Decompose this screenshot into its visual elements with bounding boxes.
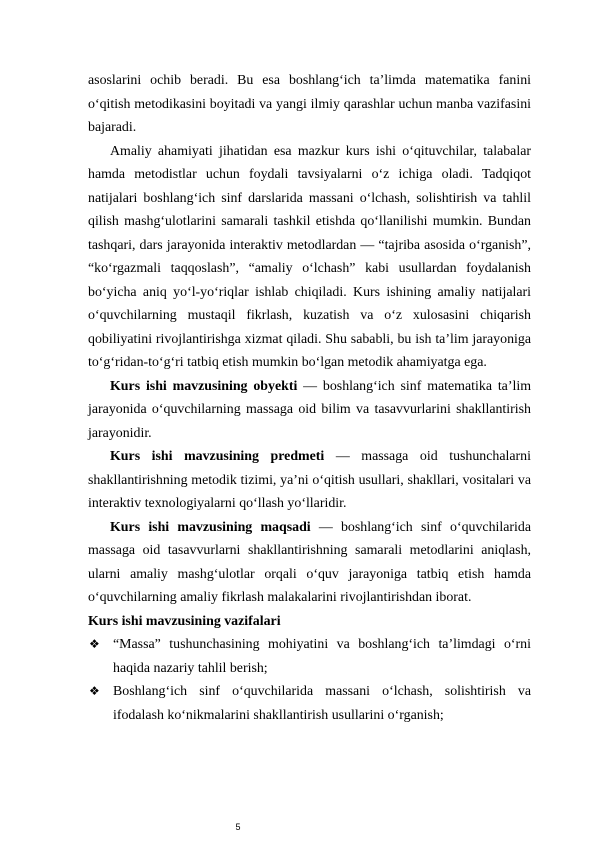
paragraph-goal bbox=[88, 516, 531, 610]
page-number: 5 bbox=[235, 822, 241, 832]
object-label: Kurs ishi mavzusining obyekti bbox=[110, 378, 298, 394]
paragraph-object bbox=[88, 375, 531, 446]
task-item-text: Boshlang‘ich sinf o‘quvchilarida massani o‘lchash, solishtirish va ifodalash ko‘nikmalarini shakllantirish usullarini o‘rganish; bbox=[113, 684, 531, 723]
diamond-bullet-icon: ❖ bbox=[89, 637, 100, 651]
task-item bbox=[88, 680, 531, 727]
paragraph-subject bbox=[88, 445, 531, 516]
goal-text: — boshlang‘ich sinf o‘quvchilarida massaga oid tasavvurlarni shakllantirishning samarali metodlarini aniqlash, ularni amaliy mashg‘ulotlar orqali o‘quv jarayoniga tatbiq etish hamda o‘quvchilarning amaliy fikrlash malakalarini rivojlantirishdan iborat. bbox=[88, 519, 531, 605]
goal-label: Kurs ishi mavzusining maqsadi bbox=[110, 519, 311, 535]
subject-label: Kurs ishi mavzusining predmeti bbox=[110, 449, 325, 464]
diamond-bullet-icon: ❖ bbox=[89, 684, 100, 698]
paragraph-intro: asoslarini ochib beradi. Bu esa boshlang‘ich ta’limda matematika fanini o‘qitish metodikasini boyitadi va yangi ilmiy qarashlar uchun manba vazifasini bajaradi. bbox=[88, 73, 531, 135]
object-text: — boshlang‘ich sinf matematika ta’lim jarayonida o‘quvchilarning massaga oid bilim va tasavvurlarini shakllantirish jarayonidir. bbox=[88, 378, 531, 441]
task-item-text: “Massa” tushunchasining mohiyatini va boshlang‘ich ta’limdagi o‘rni haqida nazariy tahlil berish; bbox=[113, 637, 531, 676]
tasks-heading: Kurs ishi mavzusining vazifalari bbox=[88, 613, 281, 629]
subject-text: — massaga oid tushunchalarni shakllantirishning metodik tizimi, ya’ni o‘qitish usullari, shakllari, vositalari va interaktiv texnologiyalarni qo‘llash yo‘llaridir. bbox=[88, 449, 531, 511]
document-page bbox=[88, 69, 531, 727]
task-item bbox=[88, 633, 531, 680]
paragraph-practical-significance: Amaliy ahamiyati jihatidan esa mazkur kurs ishi o‘qituvchilar, talabalar hamda metodistlar uchun foydali tavsiyalarni o‘z ichiga oladi. Tadqiqot natijalari boshlang‘ich sinf darslarida massani o‘lchash, solishtirish va tahlil qilish mashg‘ulotlarini samarali tashkil etishda qo‘llanilishi mumkin. Bundan tashqari, dars jarayonida interaktiv metodlardan — “tajriba asosida o‘rganish”, “ko‘rgazmali taqqoslash”, “amaliy o‘lchash” kabi usullardan foydalanish bo‘yicha aniq yo‘l-yo‘riqlar ishlab chiqiladi. Kurs ishining amaliy natijalari o‘quvchilarning mustaqil fikrlash, kuzatish va o‘z xulosasini chiqarish qobiliyatini rivojlantirishga xizmat qiladi. Shu sababli, bu ish ta’lim jarayoniga to‘g‘ridan-to‘g‘ri tatbiq etish mumkin bo‘lgan metodik ahamiyatga ega. bbox=[88, 143, 531, 370]
